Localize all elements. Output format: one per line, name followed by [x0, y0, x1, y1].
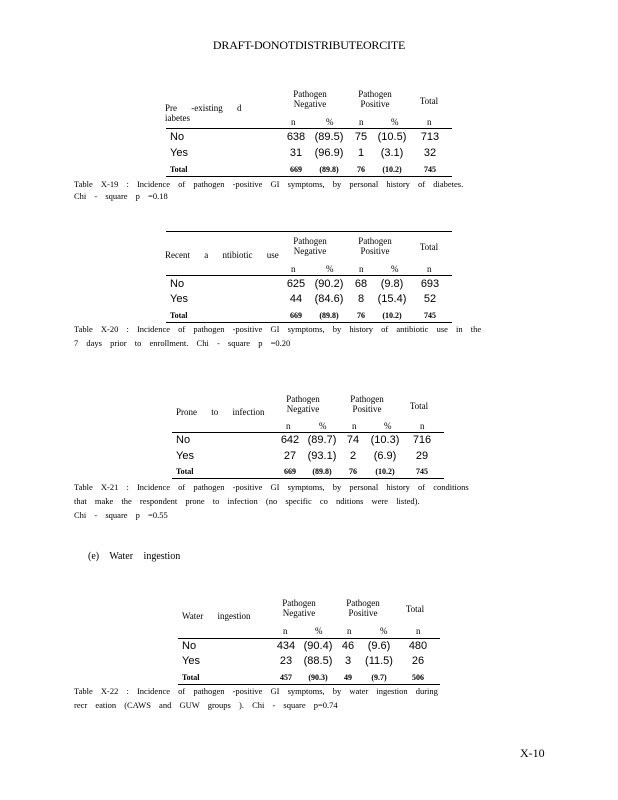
col-total-header: Total: [405, 604, 425, 614]
cell: (9.6): [367, 640, 391, 652]
table-caption: Chi - square p =0.55: [74, 510, 168, 520]
sub-pct: %: [380, 626, 388, 636]
row-label: No: [176, 434, 191, 446]
sub-n: n: [427, 117, 432, 127]
row-label: Yes: [170, 293, 188, 305]
cell: (96.9): [314, 147, 344, 159]
total-label: Total: [176, 467, 194, 476]
total-cell: (89.8): [312, 467, 332, 476]
cell: 2: [349, 450, 357, 462]
total-label: Total: [170, 165, 188, 174]
row-header: Pre -existing d iabetes: [165, 103, 242, 123]
cell: (10.3): [370, 434, 400, 446]
cell: 68: [354, 278, 368, 290]
total-cell: 506: [412, 673, 424, 682]
cell: 75: [354, 131, 368, 143]
sub-n: n: [347, 626, 352, 636]
table-caption: Table X-21 : Incidence of pathogen -positive GI symptoms, by personal history of conditions: [74, 482, 469, 492]
table-caption: 7 days prior to enrollment. Chi - square p =0.20: [74, 338, 291, 348]
total-cell: (90.3): [308, 673, 328, 682]
cell: (15.4): [377, 293, 407, 305]
total-cell: 669: [290, 165, 302, 174]
cell: 3: [344, 655, 352, 667]
sub-pct: %: [391, 264, 399, 274]
total-cell: (10.2): [382, 311, 402, 320]
table-caption: Table X-19 : Incidence of pathogen -positive GI symptoms, by personal history of diabetes.: [74, 179, 464, 189]
col-total-header: Total: [409, 401, 429, 411]
table-rule: [166, 322, 452, 323]
cell: (9.8): [380, 278, 404, 290]
col-pos-header: Pathogen Positive: [358, 89, 392, 109]
cell: 74: [346, 434, 360, 446]
sub-n: n: [286, 421, 291, 431]
table-rule: [178, 638, 440, 639]
col-pos-header: Pathogen Positive: [350, 394, 384, 414]
cell: (3.1): [380, 147, 404, 159]
table-caption: that make the respondent prone to infection (no specific co nditions were listed).: [74, 496, 420, 506]
cell: 625: [286, 278, 306, 290]
table-caption: recr eation (CAWS and GUW groups ). Chi - square p=0.74: [74, 700, 338, 710]
cell: (11.5): [365, 655, 393, 667]
col-neg-header: Pathogen Negative: [286, 394, 320, 414]
total-cell: 745: [424, 311, 436, 320]
cell: 716: [412, 434, 432, 446]
table-rule: [166, 231, 452, 232]
sub-pct: %: [319, 421, 327, 431]
sub-n: n: [283, 626, 288, 636]
total-label: Total: [170, 311, 188, 320]
table-rule: [172, 432, 444, 433]
sub-n: n: [352, 421, 357, 431]
total-cell: (9.7): [371, 673, 387, 682]
cell: 693: [420, 278, 440, 290]
cell: (93.1): [307, 450, 337, 462]
col-pos-header: Pathogen Positive: [346, 598, 380, 618]
table-rule: [166, 128, 452, 129]
row-label: Yes: [176, 450, 194, 462]
cell: 44: [289, 293, 303, 305]
total-cell: 49: [344, 673, 352, 682]
row-label: No: [182, 640, 197, 652]
cell: 23: [279, 655, 293, 667]
table-rule: [166, 176, 452, 177]
cell: 52: [423, 293, 437, 305]
cell: (84.6): [314, 293, 344, 305]
col-neg-header: Pathogen Negative: [293, 236, 327, 256]
total-cell: 669: [290, 311, 302, 320]
cell: (88.5): [303, 655, 333, 667]
row-header: Water ingestion: [182, 611, 251, 621]
total-cell: 745: [416, 467, 428, 476]
page-number: X-10: [520, 746, 545, 760]
total-cell: 76: [349, 467, 357, 476]
table-rule: [172, 478, 444, 479]
total-cell: 457: [280, 673, 292, 682]
total-cell: 76: [357, 165, 365, 174]
sub-pct: %: [384, 421, 392, 431]
table-caption: Table X-22 : Incidence of pathogen -positive GI symptoms, by water ingestion during: [74, 686, 438, 696]
row-label: Yes: [170, 147, 188, 159]
total-cell: (89.8): [319, 311, 339, 320]
sub-pct: %: [391, 117, 399, 127]
total-label: Total: [182, 673, 200, 682]
total-cell: (10.2): [375, 467, 395, 476]
col-pos-header: Pathogen Positive: [358, 236, 392, 256]
total-cell: (10.2): [382, 165, 402, 174]
cell: (10.5): [377, 131, 407, 143]
cell: (6.9): [373, 450, 397, 462]
page-header: DRAFT-DONOTDISTRIBUTEORCITE: [212, 38, 406, 52]
col-neg-header: Pathogen Negative: [293, 89, 327, 109]
cell: 27: [283, 450, 297, 462]
row-label: No: [170, 131, 185, 143]
cell: 46: [341, 640, 355, 652]
sub-n: n: [291, 264, 296, 274]
row-label: Yes: [182, 655, 200, 667]
sub-n: n: [420, 421, 425, 431]
total-cell: 669: [284, 467, 296, 476]
total-cell: 745: [424, 165, 436, 174]
cell: (90.2): [314, 278, 344, 290]
table-caption: Table X-20 : Incidence of pathogen -positive GI symptoms, by history of antibiotic use in the: [74, 324, 482, 334]
row-header: Prone to infection: [176, 407, 265, 417]
sub-n: n: [359, 264, 364, 274]
cell: 26: [411, 655, 425, 667]
cell: 8: [357, 293, 365, 305]
sub-n: n: [416, 626, 421, 636]
cell: 31: [289, 147, 303, 159]
cell: 642: [280, 434, 300, 446]
cell: 1: [357, 147, 365, 159]
sub-n: n: [427, 264, 432, 274]
col-total-header: Total: [419, 242, 439, 252]
cell: (89.7): [307, 434, 337, 446]
col-neg-header: Pathogen Negative: [282, 598, 316, 618]
cell: (89.5): [314, 131, 344, 143]
cell: 32: [423, 147, 437, 159]
table-rule: [166, 275, 452, 276]
cell: 638: [286, 131, 306, 143]
row-label: No: [170, 278, 185, 290]
sub-pct: %: [315, 626, 323, 636]
table-caption: Chi - square p =0.18: [74, 191, 168, 201]
table-rule: [178, 684, 440, 685]
sub-pct: %: [326, 264, 334, 274]
total-cell: (89.8): [319, 165, 339, 174]
total-cell: 76: [357, 311, 365, 320]
col-total-header: Total: [419, 96, 439, 106]
sub-pct: %: [326, 117, 334, 127]
row-header: Recent a ntibiotic use: [165, 250, 279, 260]
sub-n: n: [359, 117, 364, 127]
cell: 434: [276, 640, 296, 652]
cell: 29: [415, 450, 429, 462]
cell: 480: [408, 640, 428, 652]
sub-n: n: [291, 117, 296, 127]
section-heading: (e) Water ingestion: [88, 551, 181, 562]
cell: 713: [420, 131, 440, 143]
cell: (90.4): [303, 640, 333, 652]
